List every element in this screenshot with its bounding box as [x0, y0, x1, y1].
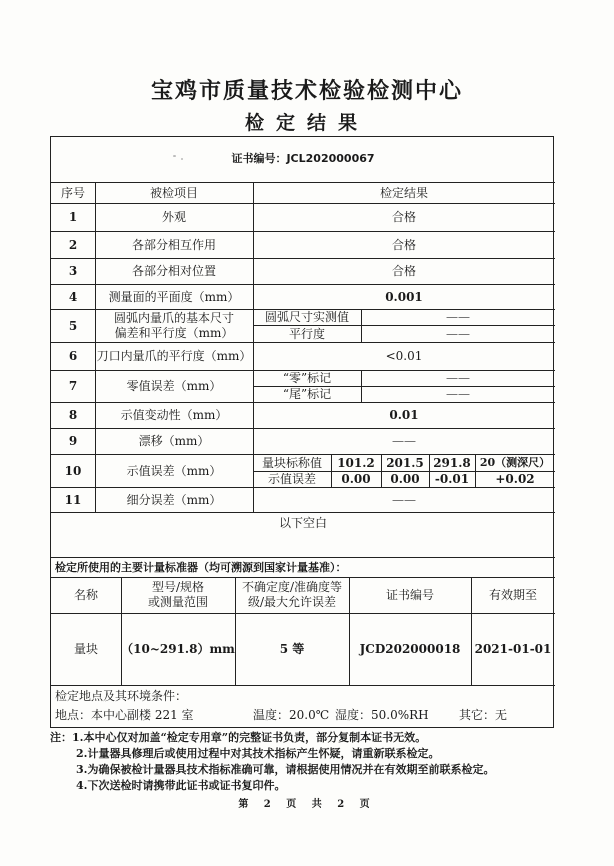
error-value: 0.00 — [390, 472, 420, 486]
sub-label: 平行度 — [288, 326, 325, 341]
row-number: 8 — [68, 408, 78, 422]
row-item: 零值误差（mm） — [126, 379, 222, 393]
row-result: —— — [392, 492, 416, 507]
std-col-model-line: 或测量范围 — [147, 595, 208, 609]
std-col-model — [121, 577, 235, 613]
row-result: <0.01 — [385, 349, 423, 363]
page-title: 宝鸡市质量技术检验检测中心 — [150, 79, 463, 104]
sub-label: “尾”标记 — [282, 387, 332, 401]
divider — [51, 685, 555, 686]
sub-value: —— — [446, 326, 470, 341]
note-line: 2.计量器具修理后或使用过程中对其技术指标产生怀疑，请重新联系检定。 — [76, 747, 440, 760]
header-result: 检定结果 — [379, 185, 428, 200]
std-col-uncertainty-line: 级/最大允许误差 — [247, 595, 337, 609]
error-value: +0.02 — [495, 472, 535, 486]
environment-humidity: 湿度：50.0%RH — [335, 708, 429, 722]
row-number: 11 — [64, 492, 82, 507]
error-value: -0.01 — [434, 472, 470, 486]
row-item-line: 偏差和平行度（mm） — [114, 325, 234, 340]
environment-other: 其它：无 — [459, 708, 508, 722]
note-line: 注：1.本中心仅对加盖“检定专用章”的完整证书负责，部分复制本证书无效。 — [50, 731, 427, 744]
row-result: 0.01 — [389, 408, 419, 422]
page-subtitle: 检定结果 — [244, 112, 369, 134]
certificate-number: 证书编号：JCL202000067 — [231, 152, 375, 165]
row-result: 合格 — [391, 237, 416, 252]
header-item: 被检项目 — [149, 185, 198, 200]
nominal-value: 291.8 — [433, 455, 471, 470]
environment-heading: 检定地点及其环境条件： — [55, 689, 188, 703]
row-result: —— — [392, 434, 416, 448]
nominal-value: 201.5 — [386, 455, 424, 470]
std-uncertainty: 5 等 — [279, 642, 305, 656]
std-col-uncertainty-line: 不确定度/准确度等 — [241, 580, 343, 594]
row-number: 9 — [68, 434, 78, 448]
std-col-cert: 证书编号 — [385, 588, 434, 602]
blank-note: 以下空白 — [278, 516, 327, 530]
environment-temperature: 温度：20.0℃ — [253, 708, 330, 722]
row-number: 5 — [68, 318, 78, 333]
row-item: 示值变动性（mm） — [120, 408, 228, 422]
row-number: 1 — [68, 210, 78, 224]
std-name: 量块 — [73, 642, 98, 656]
header-no: 序号 — [60, 185, 85, 200]
page-number: 第 2 页 共 2 页 — [238, 799, 376, 810]
std-col-uncertainty — [235, 577, 349, 613]
row-item: 测量面的平面度（mm） — [108, 289, 240, 304]
nominal-value: 101.2 — [337, 455, 375, 470]
standards-heading: 检定所使用的主要计量标准器（均可溯源到国家计量基准）： — [55, 560, 347, 574]
row-number: 7 — [68, 379, 78, 393]
std-cert-number: JCD202000018 — [359, 642, 461, 656]
row-item: 细分误差（mm） — [126, 492, 222, 507]
sub-label: “零”标记 — [282, 371, 332, 385]
error-value: 0.00 — [341, 472, 371, 486]
sub-label: 圆弧尺寸实测值 — [264, 310, 349, 324]
row-number: 3 — [68, 264, 78, 278]
row-item: 各部分相互作用 — [131, 237, 216, 252]
row-item — [95, 309, 253, 342]
row-item-line: 圆弧内量爪的基本尺寸 — [113, 310, 234, 325]
certificate-frame — [50, 136, 554, 728]
environment-location: 地点：本中心副楼 221 室 — [55, 708, 194, 722]
nominal-value: 20（测深尺） — [479, 455, 551, 469]
row-item: 外观 — [161, 210, 186, 224]
row-number: 4 — [68, 289, 78, 304]
std-model: （10~291.8）mm — [121, 642, 235, 656]
row-number: 10 — [64, 463, 82, 478]
std-col-name: 名称 — [73, 588, 98, 602]
std-col-model-line: 型号/规格 — [151, 580, 205, 594]
error-label: 示值误差 — [267, 472, 316, 486]
sub-value: —— — [446, 387, 470, 401]
row-item: 各部分相对位置 — [131, 264, 216, 278]
row-item: 刀口内量爪的平行度（mm） — [96, 349, 252, 363]
std-col-valid: 有效期至 — [488, 588, 537, 602]
note-line: 3.为确保被检计量器具技术指标准确可靠，请根据使用情况并在有效期至前联系检定。 — [76, 763, 495, 776]
row-number: 2 — [68, 237, 78, 252]
row-result: 0.001 — [385, 289, 423, 304]
sub-value: —— — [446, 371, 470, 385]
notes — [50, 730, 570, 794]
row-number: 6 — [68, 349, 78, 363]
note-line: 4.下次送检时请携带此证书或证书复印件。 — [76, 779, 286, 792]
row-item: 示值误差（mm） — [126, 463, 222, 478]
row-result: 合格 — [391, 210, 416, 224]
std-valid-until: 2021-01-01 — [474, 642, 552, 656]
row-item: 漂移（mm） — [138, 434, 210, 448]
row-result: 合格 — [391, 264, 416, 278]
sub-value: —— — [446, 310, 470, 324]
nominal-label: 量块标称值 — [261, 455, 322, 470]
